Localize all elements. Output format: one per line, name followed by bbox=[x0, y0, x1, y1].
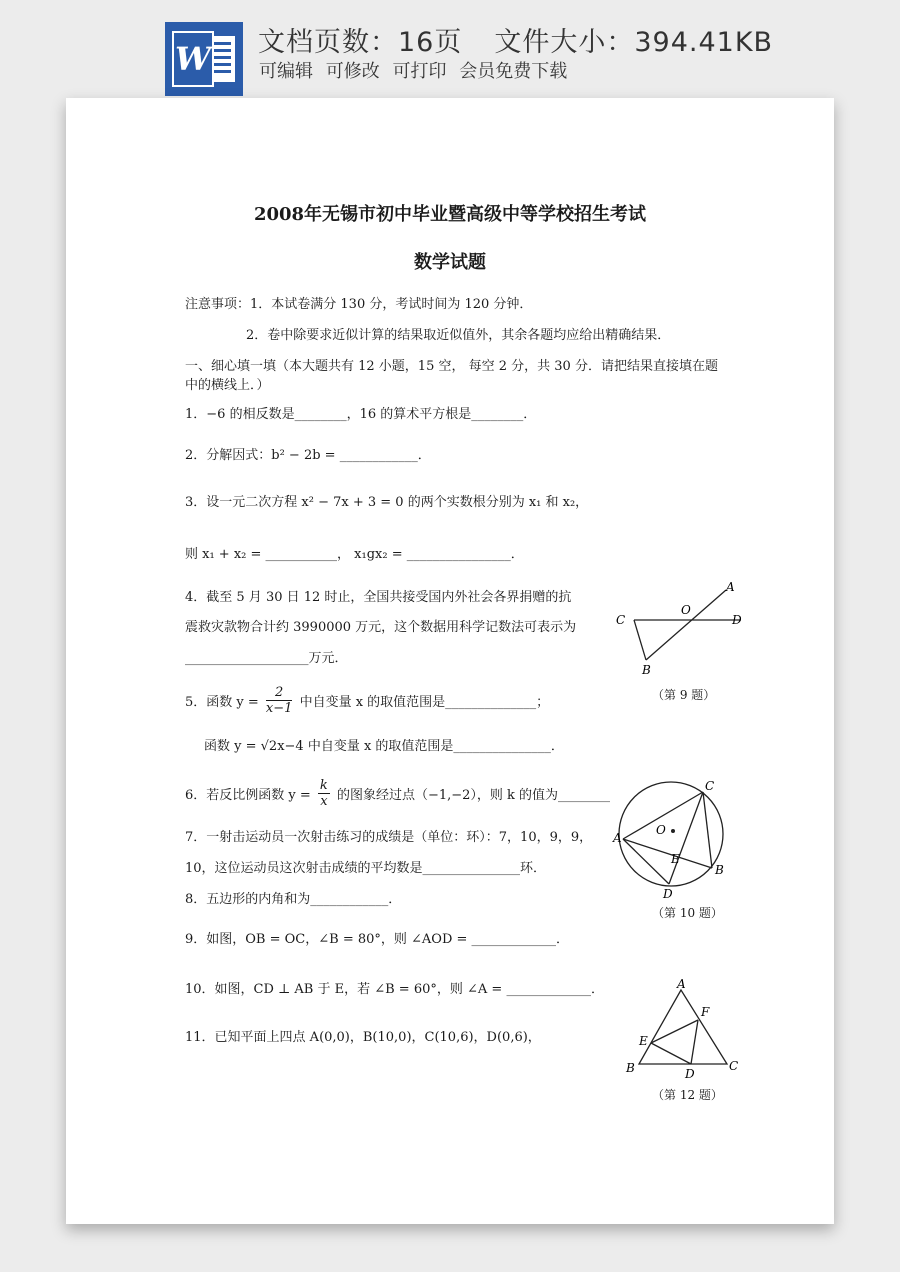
figure-10-diagram bbox=[611, 774, 736, 904]
question-10: 10．如图，CD ⊥ AB 于 E，若 ∠B = 60°，则 ∠A = _____________． bbox=[185, 982, 604, 997]
feature-printable: 可打印 bbox=[392, 61, 447, 82]
fig12-label-a: A bbox=[677, 978, 686, 991]
figure-12-caption: （第 12 题） bbox=[652, 1088, 723, 1102]
question-8: 8．五边形的内角和为____________． bbox=[185, 892, 402, 907]
fig9-label-a: A bbox=[726, 580, 735, 594]
question-11: 11．已知平面上四点 A(0,0)，B(10,0)，C(10,6)，D(0,6)， bbox=[185, 1030, 541, 1045]
file-info bbox=[258, 20, 773, 59]
feature-free-download: 会员免费下载 bbox=[459, 61, 568, 82]
svg-text:W: W bbox=[175, 40, 211, 78]
fig9-label-o: O bbox=[681, 603, 691, 617]
q6-prefix: 6．若反比例函数 y = bbox=[185, 788, 311, 803]
feature-list bbox=[259, 57, 574, 83]
fig10-label-d: D bbox=[663, 887, 673, 901]
question-4-line3: ___________________万元． bbox=[185, 651, 348, 666]
feature-modifiable: 可修改 bbox=[325, 61, 380, 82]
question-7-line2: 10，这位运动员这次射击成绩的平均数是_______________环． bbox=[185, 861, 547, 876]
fig10-label-a: A bbox=[613, 831, 622, 845]
fig9-label-d: D bbox=[732, 613, 742, 627]
q5-fraction bbox=[266, 685, 293, 716]
download-banner bbox=[0, 0, 900, 100]
question-3-line2: 则 x₁ + x₂ = ___________， x₁gx₂ = ________________． bbox=[185, 547, 524, 562]
q6-fraction bbox=[318, 778, 330, 809]
question-1: 1．−6 的相反数是________，16 的算术平方根是________． bbox=[185, 407, 537, 422]
section-header-line1: 一、细心填一填（本大题共有 12 小题，15 空， 每空 2 分，共 30 分．请把结果直接填在题 bbox=[185, 359, 718, 374]
fig10-label-o: O bbox=[656, 823, 666, 837]
q5-prefix: 5．函数 y = bbox=[185, 695, 259, 710]
feature-editable: 可编辑 bbox=[259, 61, 313, 82]
question-9: 9．如图，OB = OC，∠B = 80°，则 ∠AOD = _____________． bbox=[185, 932, 570, 947]
question-6 bbox=[185, 778, 610, 809]
q5-numerator: 2 bbox=[266, 685, 293, 701]
q5-suffix: 中自变量 x 的取值范围是______________； bbox=[299, 695, 550, 710]
figure-10-caption: （第 10 题） bbox=[652, 906, 723, 920]
question-7-line1: 7．一射击运动员一次射击练习的成绩是（单位：环）：7，10，9，9， bbox=[185, 830, 593, 845]
question-4-line1: 4．截至 5 月 30 日 12 时止，全国共接受国内外社会各界捐赠的抗 bbox=[185, 590, 572, 605]
question-5-line1 bbox=[185, 685, 549, 716]
question-5-line2: 函数 y = √2x−4 中自变量 x 的取值范围是_______________． bbox=[204, 739, 564, 754]
question-2: 2．分解因式：b² − 2b = ____________． bbox=[185, 448, 431, 463]
note-1: 注意事项：1．本试卷满分 130 分，考试时间为 120 分钟． bbox=[185, 297, 533, 312]
note-2: 2．卷中除要求近似计算的结果取近似值外，其余各题均应给出精确结果． bbox=[246, 328, 671, 343]
q5-denominator: x−1 bbox=[265, 701, 293, 716]
fig12-label-f: F bbox=[701, 1005, 710, 1019]
fig10-label-c: C bbox=[705, 779, 715, 793]
fig12-label-c: C bbox=[729, 1059, 739, 1073]
fig12-label-d: D bbox=[685, 1067, 695, 1081]
fig10-label-b: B bbox=[715, 863, 724, 877]
fig9-label-b: B bbox=[642, 663, 651, 677]
question-3-line1: 3．设一元二次方程 x² − 7x + 3 = 0 的两个实数根分别为 x₁ 和 x₂， bbox=[185, 495, 589, 510]
q6-denominator: x bbox=[320, 794, 328, 809]
fig12-label-b: B bbox=[626, 1061, 635, 1075]
q6-numerator: k bbox=[319, 778, 328, 793]
question-4-line2: 震救灾款物合计约 3990000 万元，这个数据用科学记数法可表示为 bbox=[185, 620, 577, 635]
fig9-label-c: C bbox=[616, 613, 626, 627]
exam-subtitle: 数学试题 bbox=[414, 252, 486, 273]
page-count: 文档页数：16页 bbox=[258, 27, 463, 58]
section-header-line2: 中的横线上．） bbox=[185, 378, 270, 393]
word-document-icon bbox=[165, 22, 243, 96]
figure-9-diagram bbox=[606, 578, 756, 678]
file-size: 文件大小：394.41KB bbox=[494, 27, 774, 58]
figure-12-diagram bbox=[621, 978, 746, 1083]
figure-9-caption: （第 9 题） bbox=[652, 688, 716, 702]
fig12-label-e: E bbox=[639, 1034, 648, 1048]
fig10-label-e: E bbox=[671, 852, 680, 866]
exam-title: 2008年无锡市初中毕业暨高级中等学校招生考试 bbox=[253, 204, 647, 225]
q6-suffix: 的图象经过点（−1,−2），则 k 的值为________ bbox=[336, 788, 611, 803]
document-page bbox=[66, 98, 834, 1224]
